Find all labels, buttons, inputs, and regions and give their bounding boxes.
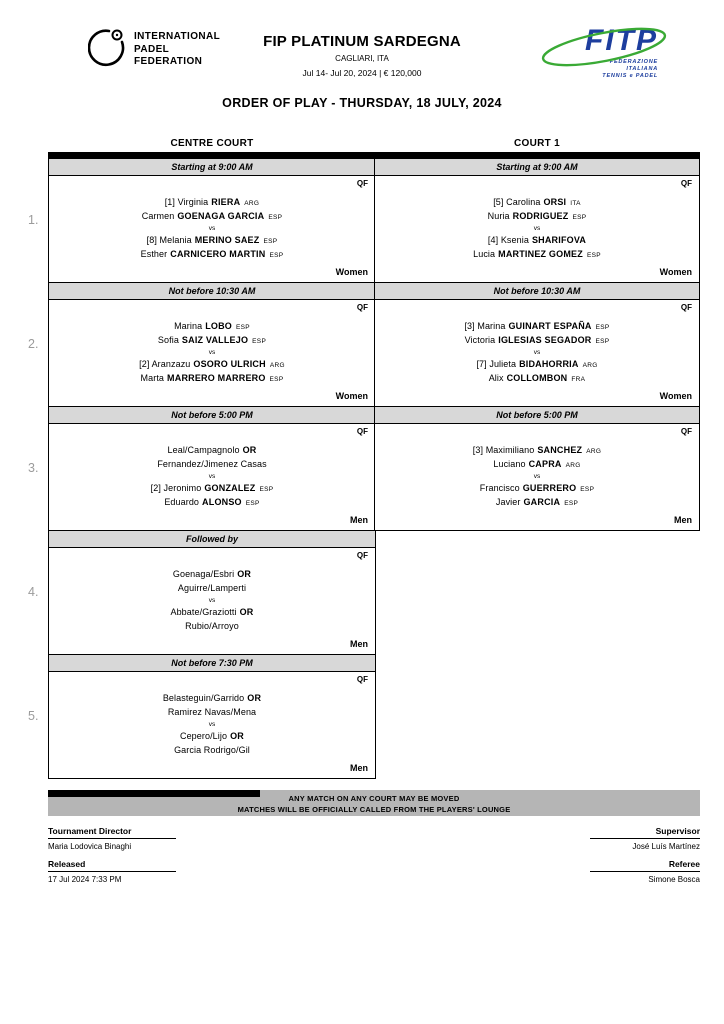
player-surname: GUINART ESPAÑA [508,320,592,331]
court-1-matches [374,158,700,531]
tournament-director-name: Maria Lodovica Binaghi [48,842,132,851]
fitp-sub-line: ITALIANA [626,66,658,72]
player-line [375,334,699,348]
player-country: ESP [564,499,579,507]
player-country: ARG [586,447,602,455]
player-name: Leal/Campagnolo [167,444,240,455]
player-line [375,320,699,334]
player-line [375,196,699,210]
notice-line-2: MATCHES WILL BE OFFICIALLY CALLED FROM THE PLAYERS' LOUNGE [237,805,511,814]
player-line [49,620,375,634]
match-time: Followed by [185,534,238,544]
player-surname: MARRERO MARRERO [167,372,266,383]
court-1-column [374,138,700,531]
notice-top-bar [48,790,260,797]
category-label: Men [350,763,368,773]
notice-line-1: ANY MATCH ON ANY COURT MAY BE MOVED [288,794,460,803]
player-name: [4] Ksenia [487,234,529,245]
ipf-text-line: PADEL [134,43,170,55]
match-time-bar [49,407,375,424]
centre-court-column [48,138,376,779]
player-name: Aguirre/Lamperti [177,582,247,593]
player-name: Carmen [141,210,175,221]
match-time-bar [49,159,375,176]
match-time: Starting at 9:00 AM [171,162,253,172]
match-body [49,548,375,654]
match-cell [48,654,376,779]
player-country: ARG [582,361,598,369]
players-block [375,438,699,515]
player-line [49,334,375,348]
players-block [49,314,375,391]
player-surname: MERINO SAEZ [194,234,260,245]
player-country: FRA [571,375,586,383]
player-surname: MARTINEZ GOMEZ [498,248,583,259]
player-country: ITA [570,199,581,207]
round-label: QF [356,675,368,684]
match-time-bar [49,531,375,548]
player-line [49,706,375,720]
court-header: CENTRE COURT [170,138,254,149]
supervisor-name: José Luís Martínez [632,842,700,851]
player-name: Luciano [493,458,526,469]
player-surname: BIDAHORRIA [519,358,579,369]
player-name: [3] Marina [464,320,506,331]
vs-label: vs [208,348,216,356]
player-name: [5] Carolina [493,196,541,207]
players-block [49,438,375,515]
player-country: ARG [244,199,260,207]
players-block [49,190,375,267]
match-body [49,672,375,778]
row-number-2: 2. [28,337,39,351]
player-line [49,482,375,496]
player-name: [7] Julieta [476,358,517,369]
player-line [375,234,699,248]
match-cell [48,158,376,283]
player-surname: OR [237,568,252,579]
match-body [49,300,375,406]
player-line [49,730,375,744]
round-label: QF [680,427,692,436]
player-name: Ramirez Navas/Mena [167,706,257,717]
player-country: ESP [259,485,274,493]
player-line [49,744,375,758]
vs-label: vs [533,472,541,480]
player-line [375,496,699,510]
player-name: Belasteguin/Garrido [162,692,245,703]
match-time-bar [49,655,375,672]
player-name: Victoria [464,334,496,345]
referee-label: Referee [590,859,700,872]
round-label: QF [680,303,692,312]
match-time: Not before 5:00 PM [496,410,578,420]
player-country: ESP [269,251,284,259]
vs-label: vs [208,224,216,232]
vs-label: vs [208,596,216,604]
match-body [375,176,699,282]
referee-name: Simone Bosca [648,875,700,884]
player-name: Lucia [473,248,496,259]
category-label: Men [350,639,368,649]
player-surname: LOBO [205,320,232,331]
fitp-sub-line: FEDERAZIONE [609,59,658,65]
category-label: Women [335,391,368,401]
player-line [375,358,699,372]
match-cell [374,158,700,283]
match-time-bar [49,283,375,300]
player-surname: SAIZ VALLEJO [181,334,249,345]
match-time: Not before 10:30 AM [168,286,256,296]
player-country: ESP [268,213,283,221]
ipf-text-line: INTERNATIONAL [134,31,221,43]
match-cell [48,282,376,407]
player-country: ESP [245,499,260,507]
round-label: QF [356,179,368,188]
player-name: Abbate/Graziotti [170,606,237,617]
player-country: ESP [252,337,267,345]
category-label: Women [335,267,368,277]
footer-left [48,826,176,892]
player-line [375,248,699,262]
player-country: ESP [595,337,610,345]
players-block [49,686,375,763]
player-surname: SHARIFOVA [531,234,587,245]
player-surname: ORSI [543,196,567,207]
player-line [49,606,375,620]
player-surname: OR [242,444,257,455]
match-time: Not before 10:30 AM [493,286,581,296]
player-line [375,372,699,386]
vs-label: vs [533,224,541,232]
match-cell [48,406,376,531]
player-line [49,582,375,596]
player-line [49,496,375,510]
player-line [375,444,699,458]
player-name: Garcia Rodrigo/Gil [174,744,250,755]
event-dates: Jul 14- Jul 20, 2024 | € 120,000 [302,68,422,78]
player-line [49,248,375,262]
player-surname: COLLOMBON [506,372,568,383]
player-name: [3] Maximiliano [472,444,535,455]
player-line [49,358,375,372]
match-time-bar [375,283,699,300]
player-name: Alix [488,372,504,383]
match-time: Not before 5:00 PM [171,410,253,420]
player-surname: GOENAGA GARCIA [177,210,265,221]
player-surname: IGLESIAS SEGADOR [498,334,592,345]
player-surname: CARNICERO MARTIN [170,248,266,259]
player-country: ARG [565,461,581,469]
match-time-bar [375,407,699,424]
player-line [49,196,375,210]
category-label: Women [659,267,692,277]
row-number-5: 5. [28,709,39,723]
match-time: Not before 7:30 PM [171,658,253,668]
player-surname: GARCIA [523,496,561,507]
player-name: [1] Virginia [164,196,209,207]
player-name: Rubio/Arroyo [185,620,239,631]
player-surname: RODRIGUEZ [512,210,569,221]
match-body [49,176,375,282]
fitp-wordmark: FITP [585,24,658,57]
match-cell [48,530,376,655]
player-surname: OR [239,606,254,617]
player-line [49,444,375,458]
player-name: Eduardo [164,496,200,507]
player-surname: OR [247,692,262,703]
category-label: Women [659,391,692,401]
released-timestamp: 17 Jul 2024 7:33 PM [48,875,122,884]
fitp-logo [542,26,658,80]
player-surname: OSORO ULRICH [193,358,266,369]
vs-label: vs [533,348,541,356]
player-name: Nuria [487,210,510,221]
footer-right [590,826,700,892]
supervisor-label: Supervisor [590,826,700,839]
player-line [375,482,699,496]
player-line [375,458,699,472]
player-surname: GONZALEZ [204,482,256,493]
event-location: CAGLIARI, ITA [335,54,389,63]
player-name: [2] Jeronimo [150,482,202,493]
event-title: FIP PLATINUM SARDEGNA [263,33,461,50]
match-body [375,300,699,406]
player-surname: OR [230,730,245,741]
fitp-sub-line: TENNIS e PADEL [602,73,658,79]
player-name: Javier [495,496,521,507]
vs-label: vs [208,720,216,728]
player-name: Marina [174,320,203,331]
row-number-3: 3. [28,461,39,475]
player-line [49,320,375,334]
player-country: ESP [263,237,278,245]
round-label: QF [356,427,368,436]
player-country: ESP [586,251,601,259]
player-country: ESP [595,323,610,331]
match-cell [374,406,700,531]
player-line [49,234,375,248]
players-block [49,562,375,639]
player-surname: GUERRERO [522,482,577,493]
category-label: Men [350,515,368,525]
player-line [49,458,375,472]
player-name: [2] Aranzazu [139,358,191,369]
player-name: Marta [140,372,165,383]
player-line [49,372,375,386]
tournament-director-label: Tournament Director [48,826,176,839]
round-label: QF [680,179,692,188]
match-time-bar [375,159,699,176]
player-country: ESP [580,485,595,493]
vs-label: vs [208,472,216,480]
player-name: Sofia [157,334,179,345]
player-line [49,210,375,224]
round-label: QF [356,551,368,560]
released-label: Released [48,859,176,872]
row-number-4: 4. [28,585,39,599]
match-cell [374,282,700,407]
player-country: ARG [269,361,285,369]
page-title: ORDER OF PLAY - THURSDAY, 18 JULY, 2024 [222,96,502,110]
player-surname: CAPRA [528,458,562,469]
player-surname: SANCHEZ [537,444,583,455]
player-country: ESP [572,213,587,221]
player-line [49,692,375,706]
court-header: COURT 1 [514,138,560,149]
row-number-1: 1. [28,213,39,227]
players-block [375,314,699,391]
player-line [49,568,375,582]
centre-court-matches [48,158,376,779]
round-label: QF [356,303,368,312]
players-block [375,190,699,267]
player-surname: ALONSO [202,496,242,507]
player-country: ESP [236,323,250,331]
player-line [375,210,699,224]
player-name: Cepero/Lijo [179,730,228,741]
player-country: ESP [269,375,284,383]
match-body [375,424,699,530]
fitp-subtitle [542,59,658,80]
player-name: [8] Melania [146,234,192,245]
player-name: Esther [140,248,168,259]
player-name: Francisco [479,482,520,493]
match-body [49,424,375,530]
player-name: Fernandez/Jimenez Casas [157,458,267,469]
player-surname: RIERA [211,196,241,207]
match-time: Starting at 9:00 AM [496,162,578,172]
player-name: Goenaga/Esbri [172,568,235,579]
notice-banner [48,790,700,816]
ipf-text-line: FEDERATION [134,56,203,68]
category-label: Men [674,515,692,525]
